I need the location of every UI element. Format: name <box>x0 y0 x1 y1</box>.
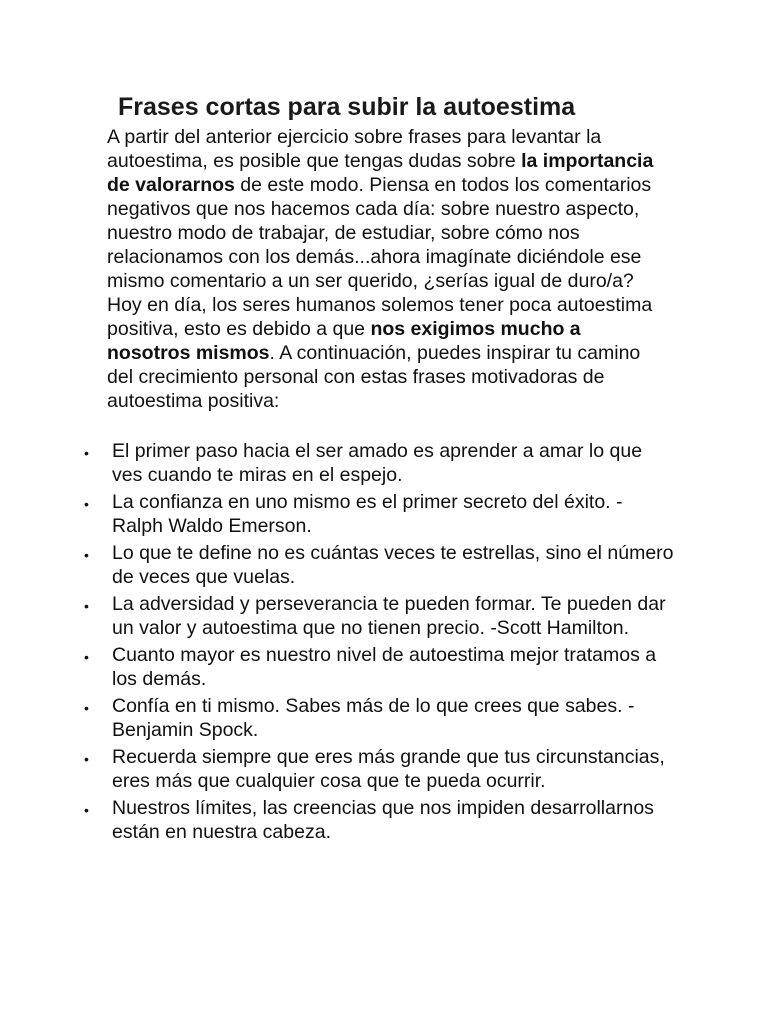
second-text-start: Hoy en día, los seres humanos solemos tener poca autoestima positiva, esto es debido a que <box>107 294 653 340</box>
second-emphasis: nos exigimos mucho a nosotros mismos <box>107 318 581 364</box>
second-text-end: . A continuación, puedes inspirar tu camino del crecimiento personal con estas frases motivadoras de autoestima positiva: <box>107 342 641 412</box>
intro-emphasis: la importancia de valorarnos <box>107 150 654 196</box>
list-item <box>84 439 674 487</box>
list-item <box>84 490 674 538</box>
list-item <box>84 694 674 742</box>
bullet-icon: • <box>84 802 89 818</box>
list-item <box>84 643 674 691</box>
quote-text: Recuerda siempre que eres más grande que tus circunstancias, eres más que cualquier cosa que te pueda ocurrir. <box>112 746 665 792</box>
list-item <box>84 541 674 589</box>
quote-text: La confianza en uno mismo es el primer secreto del éxito. - Ralph Waldo Emerson. <box>112 491 623 537</box>
bullet-icon: • <box>84 496 89 512</box>
bullet-icon: • <box>84 700 89 716</box>
article-body <box>107 125 667 413</box>
quote-text: Lo que te define no es cuántas veces te estrellas, sino el número de veces que vuelas. <box>112 542 674 588</box>
quote-text: Confía en ti mismo. Sabes más de lo que crees que sabes. - Benjamin Spock. <box>112 695 635 741</box>
quote-text: La adversidad y perseverancia te pueden formar. Te pueden dar un valor y autoestima que no tienen precio. -Scott Hamilton. <box>112 593 666 639</box>
quotes-list <box>84 439 674 847</box>
bullet-icon: • <box>84 751 89 767</box>
quote-text: El primer paso hacia el ser amado es aprender a amar lo que ves cuando te miras en el espejo. <box>112 440 643 486</box>
bullet-icon: • <box>84 649 89 665</box>
list-item <box>84 592 674 640</box>
page-title: Frases cortas para subir la autoestima <box>118 93 576 121</box>
quote-text: Cuanto mayor es nuestro nivel de autoestima mejor tratamos a los demás. <box>112 644 657 690</box>
bullet-icon: • <box>84 445 89 461</box>
list-item <box>84 745 674 793</box>
bullet-icon: • <box>84 547 89 563</box>
intro-text-start: A partir del anterior ejercicio sobre frases para levantar la autoestima, es posible que tengas dudas sobre <box>107 126 602 172</box>
second-paragraph <box>107 293 667 413</box>
quote-text: Nuestros límites, las creencias que nos impiden desarrollarnos están en nuestra cabeza. <box>112 797 654 843</box>
intro-paragraph <box>107 125 667 293</box>
bullet-icon: • <box>84 598 89 614</box>
intro-text-end: de este modo. Piensa en todos los comentarios negativos que nos hacemos cada día: sobre nuestro aspecto, nuestro modo de trabajar, de estudiar, sobre cómo nos relacionamos con los demás...ahora imagínate diciéndole ese mismo comentario a un ser querido, ¿serías igual de duro/a? <box>107 174 652 292</box>
list-item <box>84 796 674 844</box>
